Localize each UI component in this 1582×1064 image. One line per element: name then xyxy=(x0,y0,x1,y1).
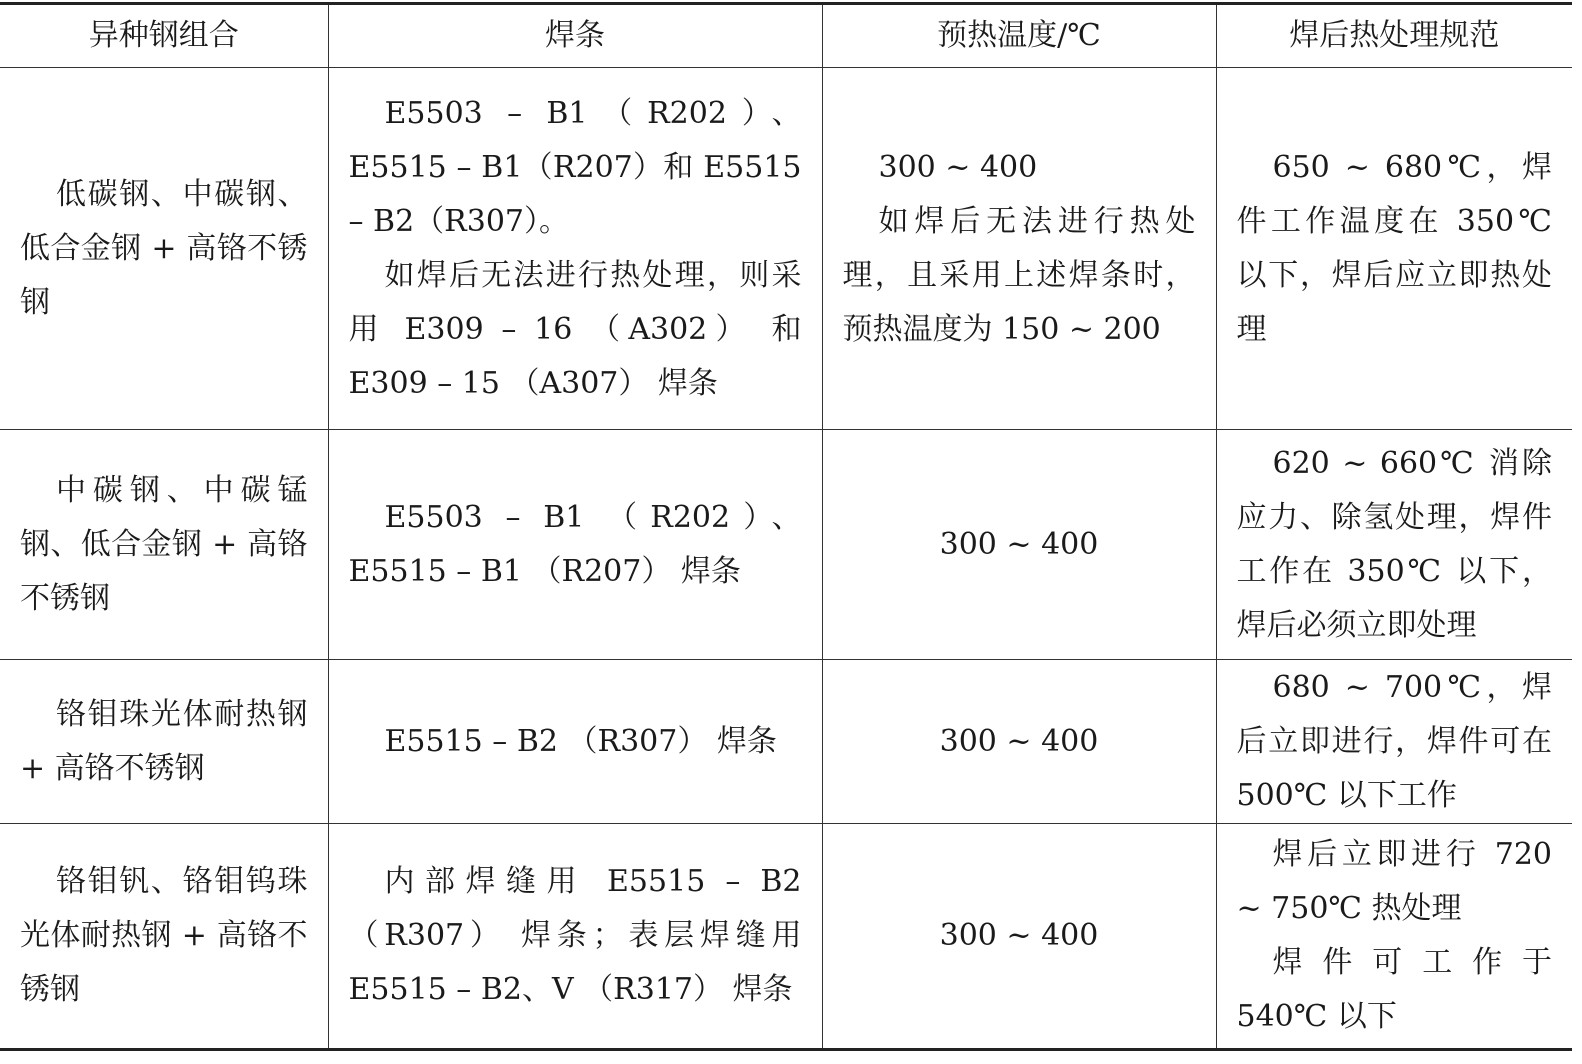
cell-post-weld-heat-treatment xyxy=(1216,824,1572,1050)
pwht-text: 620 ~ 660℃ 消除应力、除氢处理，焊件工作在 350℃ 以下，焊后必须立即处理 xyxy=(1236,445,1552,643)
cell-post-weld-heat-treatment xyxy=(1216,68,1572,430)
header-steel-combination: 异种钢组合 xyxy=(0,4,328,68)
pwht-text: 焊后立即进行 720 ~ 750℃ 热处理 xyxy=(1236,837,1552,926)
table-row xyxy=(0,430,1572,660)
cell-preheat-temperature xyxy=(822,824,1216,1050)
dissimilar-steel-welding-table xyxy=(0,2,1572,1051)
cell-preheat-temperature xyxy=(822,660,1216,824)
preheat-value: 300 ~ 400 xyxy=(939,918,1099,953)
cell-post-weld-heat-treatment xyxy=(1216,430,1572,660)
cell-electrode xyxy=(328,430,822,660)
cell-electrode xyxy=(328,824,822,1050)
electrode-text: E5515 – B2 （R307） 焊条 xyxy=(384,723,777,759)
table-header xyxy=(0,4,1572,68)
table-body xyxy=(0,68,1572,1050)
preheat-note: 如焊后无法进行热处理，且采用上述焊条时，预热温度为 150 ~ 200 xyxy=(842,203,1196,347)
cell-steel-combination xyxy=(0,660,328,824)
header-post-weld-heat-treatment: 焊后热处理规范 xyxy=(1216,4,1572,68)
steel-combination-text: 铬钼珠光体耐热钢 + 高铬不锈钢 xyxy=(20,696,308,786)
electrode-text: E5503 – B1 （R202）、E5515 – B1 （R207） 焊条 xyxy=(348,499,802,589)
cell-electrode xyxy=(328,68,822,430)
preheat-value: 300 ~ 400 xyxy=(939,723,1099,759)
table-row xyxy=(0,68,1572,430)
pwht-note: 焊件可工作于 540℃ 以下 xyxy=(1236,945,1552,1034)
steel-combination-text: 铬钼钒、铬钼钨珠光体耐热钢 + 高铬不锈钢 xyxy=(20,864,308,1007)
electrode-text: E5503 – B1（R202）、E5515 – B1（R207）和 E5515 – B2（R307）。 xyxy=(348,95,802,239)
cell-electrode xyxy=(328,660,822,824)
electrode-alternative-text: 如焊后无法进行热处理，则采用 E309 – 16 （A302） 和 E309 – 15 （A307） 焊条 xyxy=(348,257,802,401)
header-row xyxy=(0,4,1572,68)
header-preheat-temperature: 预热温度/℃ xyxy=(822,4,1216,68)
pwht-text: 680 ~ 700℃，焊后立即进行，焊件可在 500℃ 以下工作 xyxy=(1236,669,1552,813)
cell-steel-combination xyxy=(0,824,328,1050)
preheat-value: 300 ~ 400 xyxy=(878,149,1038,185)
pwht-text: 650 ~ 680℃，焊件工作温度在 350℃ 以下，焊后应立即热处理 xyxy=(1236,149,1552,347)
electrode-text: 内部焊缝用 E5515 – B2 （R307） 焊条；表层焊缝用 E5515 – B2、V （R317） 焊条 xyxy=(348,864,802,1007)
cell-steel-combination xyxy=(0,430,328,660)
header-electrode: 焊条 xyxy=(328,4,822,68)
cell-preheat-temperature xyxy=(822,68,1216,430)
cell-post-weld-heat-treatment xyxy=(1216,660,1572,824)
cell-preheat-temperature xyxy=(822,430,1216,660)
cell-steel-combination xyxy=(0,68,328,430)
table-row xyxy=(0,824,1572,1050)
steel-combination-text: 中碳钢、中碳锰钢、低合金钢 + 高铬不锈钢 xyxy=(20,472,308,616)
preheat-value: 300 ~ 400 xyxy=(939,526,1099,562)
table-row xyxy=(0,660,1572,824)
steel-combination-text: 低碳钢、中碳钢、低合金钢 + 高铬不锈钢 xyxy=(20,176,308,320)
